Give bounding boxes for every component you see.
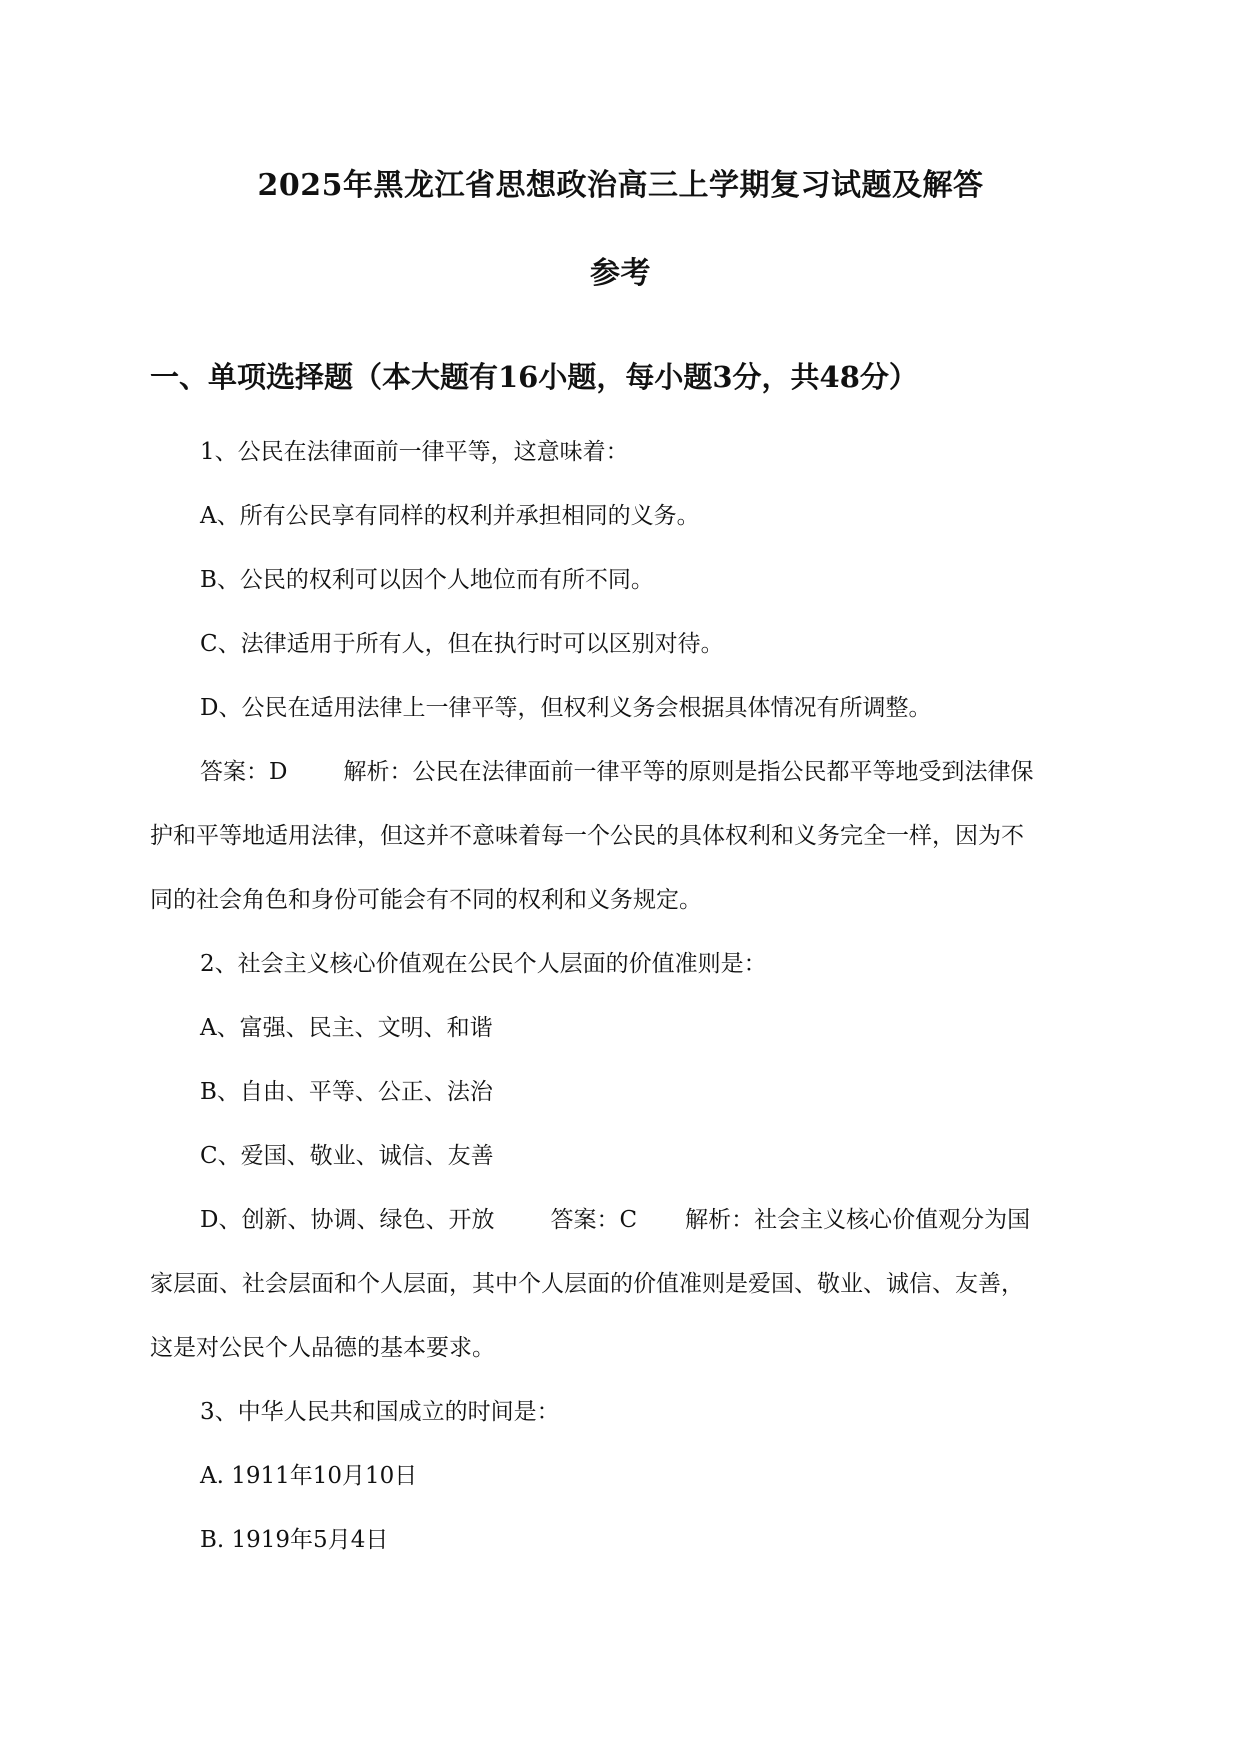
analysis-text: 同的社会角色和身份可能会有不同的权利和义务规定。 <box>150 887 702 913</box>
option-b: B、公民的权利可以因个人地位而有所不同。 <box>200 567 654 593</box>
question-stem: 1、公民在法律面前一律平等，这意味着： <box>200 439 629 465</box>
option-a: A、富强、民主、文明、和谐 <box>200 1015 493 1041</box>
option-d: D、公民在适用法律上一律平等，但权利义务会根据具体情况有所调整。 <box>200 695 932 721</box>
question-stem: 3、中华人民共和国成立的时间是： <box>200 1399 560 1425</box>
question-stem: 2、社会主义核心价值观在公民个人层面的价值准则是： <box>200 951 767 977</box>
option-b: B. 1919年5月4日 <box>200 1527 389 1553</box>
document-title-continued: 参考 <box>590 256 651 291</box>
option-c: C、法律适用于所有人，但在执行时可以区别对待。 <box>200 631 724 657</box>
section-heading: 一、单项选择题（本大题有16小题，每小题3分，共48分） <box>150 360 918 394</box>
document-title: 2025年黑龙江省思想政治高三上学期复习试题及解答 <box>257 168 984 203</box>
analysis-text: 这是对公民个人品德的基本要求。 <box>150 1335 495 1361</box>
option-d: D、创新、协调、绿色、开放 <box>200 1207 495 1233</box>
answer-analysis-line <box>200 761 1033 784</box>
analysis-text: 解析：公民在法律面前一律平等的原则是指公民都平等地受到法律保 <box>343 759 1034 785</box>
option-a: A. 1911年10月10日 <box>200 1463 418 1489</box>
option-b: B、自由、平等、公正、法治 <box>200 1079 493 1105</box>
option-d-answer-line <box>200 1209 1030 1232</box>
analysis-text: 家层面、社会层面和个人层面，其中个人层面的价值准则是爱国、敬业、诚信、友善， <box>150 1271 1024 1297</box>
answer-label: 答案：C <box>550 1207 638 1233</box>
answer-label: 答案：D <box>200 759 288 785</box>
option-a: A、所有公民享有同样的权利并承担相同的义务。 <box>200 503 700 529</box>
option-c: C、爱国、敬业、诚信、友善 <box>200 1143 494 1169</box>
analysis-text: 解析：社会主义核心价值观分为国 <box>685 1207 1031 1233</box>
analysis-text: 护和平等地适用法律，但这并不意味着每一个公民的具体权利和义务完全一样，因为不 <box>150 823 1024 849</box>
